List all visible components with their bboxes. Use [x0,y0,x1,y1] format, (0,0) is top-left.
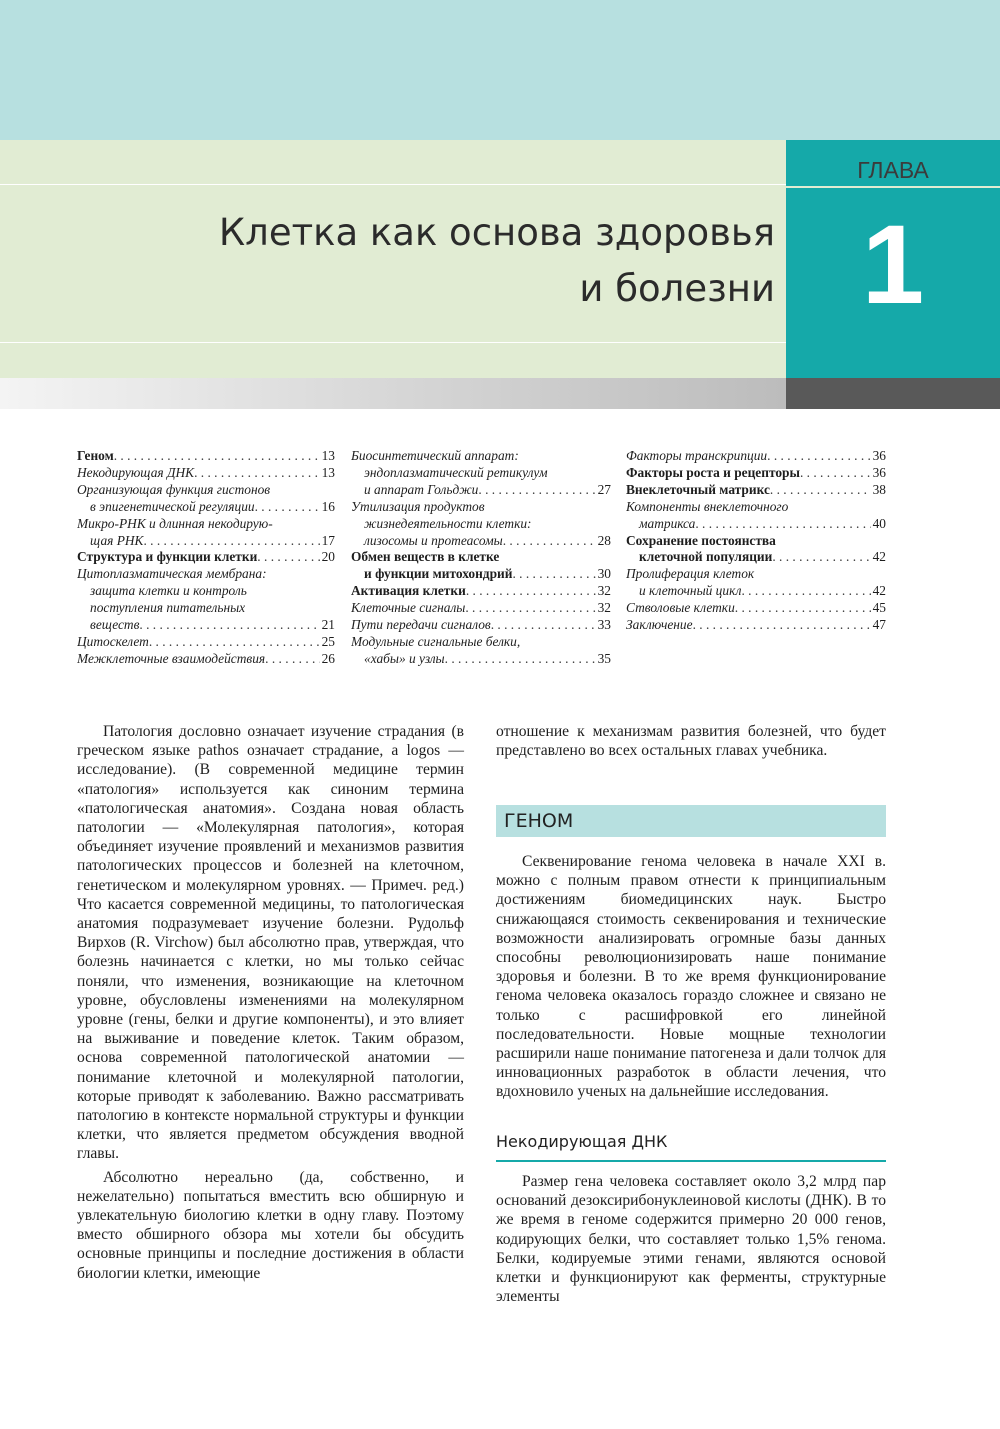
toc-dot-leader [149,634,320,651]
toc-entry-text: в эпигенетической регуляции [90,498,255,514]
toc-page-number: 16 [321,498,335,514]
toc-dot-leader [695,516,870,533]
toc-page-number: 40 [872,515,886,531]
toc-entry-line [626,566,886,583]
toc-entry[interactable] [77,651,335,668]
toc-entry-line [77,600,335,617]
toc-page-number: 13 [321,448,335,463]
toc-entry-line [351,516,611,533]
toc-entry-text: Компоненты внеклеточного [626,498,789,514]
toc-entry-text: защита клетки и контроль [90,583,247,599]
toc-entry-line [626,516,886,533]
toc-dot-leader [741,583,870,600]
toc-entry[interactable] [351,617,611,634]
toc-entry-line [351,600,611,617]
toc-entry-text: Пути передачи сигналов [351,617,491,633]
toc-entry-line [626,583,886,600]
toc-entry-text: Сохранение постоянства [626,532,776,548]
toc-page-number: 33 [597,617,611,633]
toc-entry[interactable] [77,448,335,465]
toc-dot-leader [114,448,320,465]
toc-entry-line [626,617,886,634]
toc-entry-text: жизнедеятельности клетки: [364,515,532,531]
toc-dot-leader [445,651,596,668]
toc-entry-text: Биосинтетический аппарат: [351,448,519,463]
toc-entry-text: Клеточные сигналы [351,600,466,616]
toc-entry-text: щая РНК [90,532,144,548]
toc-entry-line [77,651,335,668]
body-right-column-genome [496,852,886,1102]
toc-entry[interactable] [626,617,886,634]
chapter-title-line: Клетка как основа здоровья [218,211,775,254]
toc-entry[interactable] [77,549,335,566]
body-left-column [77,722,464,1283]
toc-entry-text: Организующая функция гистонов [77,481,271,497]
toc-entry-line [77,482,335,499]
toc-page-number: 17 [321,532,335,548]
body-paragraph: отношение к механизмам развития болезней, что будет представлено во всех остальных главах учебника. [496,723,886,760]
toc-dot-leader [257,549,319,566]
toc-dot-leader [512,566,595,583]
toc-page-number: 13 [321,464,335,480]
toc-entry[interactable] [77,465,335,482]
toc-entry[interactable] [351,549,611,583]
toc-entry-text: матрикса [639,515,696,531]
section-heading-genome [496,805,886,837]
toc-page-number: 27 [597,481,611,497]
toc-entry-text: Факторы транскрипции [626,448,768,463]
toc-entry[interactable] [77,516,335,550]
toc-entry-text: лизосомы и протеасомы [364,532,503,548]
body-right-column-top [496,722,886,760]
toc-dot-leader [143,533,319,550]
toc-entry-line [77,465,335,482]
toc-entry-text: Некодирующая ДНК [77,464,195,480]
toc-entry-text: Цитоплазматическая мембрана: [77,566,267,582]
title-band-rule [0,184,786,185]
toc-page-number: 25 [321,633,335,649]
toc-entry-text: эндоплазматический ретикулум [364,464,548,480]
toc-page-number: 42 [872,549,886,565]
header-top-band [0,0,1000,140]
toc-entry[interactable] [77,566,335,634]
toc-entry-line [351,499,611,516]
body-paragraph: Секвенирование генома человека в начале XXI в. можно с полным правом отнести к принципиальным достижениям биомедицинских наук. Быстро снижающаяся стоимость секвенирования и технические возможности анализировать огромные базы данных способны революционизировать наше понимание здоровья и болезни. В то же время функционирование генома человека оказалось гораздо сложнее и связано не только с расшифровкой его линейной последовательности. Новые мощные технологии расширили наше понимание патогенеза и дали толчок для инновационных разработок в области лечения, что вдохновило ученых на дальнейшие исследования. [496,853,886,1101]
toc-entry-line [626,600,886,617]
toc-page-number: 30 [597,566,611,582]
toc-entry-line [626,448,886,465]
toc-page-number: 21 [321,617,335,633]
toc-entry-line [351,566,611,583]
toc-column-2 [351,448,611,668]
toc-page-number: 45 [872,600,886,616]
toc-entry-text: Модульные сигнальные белки, [351,633,521,649]
header-gray-band [0,378,786,409]
toc-dot-leader [194,465,320,482]
subsection-rule [496,1160,886,1162]
toc-entry[interactable] [351,448,611,499]
toc-entry[interactable] [626,465,886,482]
toc-entry-line [77,566,335,583]
toc-dot-leader [693,617,871,634]
toc-dot-leader [735,600,871,617]
chapter-title [60,205,775,317]
toc-entry-text: Заключение [626,617,693,633]
body-right-column-noncoding [496,1172,886,1306]
toc-entry[interactable] [626,566,886,600]
toc-entry-line [77,499,335,516]
title-band-rule [0,342,786,343]
toc-entry-text: Микро-РНК и длинная некодирую- [77,515,273,531]
body-paragraph: Абсолютно нереально (да, собственно, и нежелательно) попытаться вместить всю обширную и увлекательную биологию клетки в одну главу. Поэтому вместо обширного обзора мы хотели бы обсудить основные принципы и последние достижения в области биологии клетки, имеющие [77,1168,464,1282]
toc-entry[interactable] [351,499,611,550]
toc-dot-leader [139,617,319,634]
toc-entry-line [351,448,611,465]
toc-entry-text: и клеточный цикл [639,583,742,599]
toc-page-number: 36 [872,448,886,463]
toc-entry[interactable] [351,634,611,668]
chapter-title-line: и болезни [579,267,775,310]
section-heading-text: ГЕНОМ [504,810,574,832]
toc-entry-text: клеточной популяции [639,549,773,565]
toc-page-number: 32 [597,600,611,616]
toc-entry[interactable] [626,533,886,567]
toc-entry[interactable] [351,583,611,600]
header-dark-band [786,378,1000,409]
toc-entry-line [626,465,886,482]
toc-entry-line [351,533,611,550]
toc-entry-line [351,549,611,566]
toc-page-number: 32 [597,583,611,599]
toc-entry-line [77,448,335,465]
chapter-label-divider [786,186,1000,188]
toc-entry-text: Структура и функции клетки [77,549,258,565]
toc-page-number: 35 [597,650,611,666]
toc-entry-line [77,617,335,634]
toc-entry-line [351,634,611,651]
toc-page-number: 42 [872,583,886,599]
chapter-label: ГЛАВА [857,157,929,183]
subsection-heading-noncoding-dna: Некодирующая ДНК [496,1132,668,1151]
toc-entry[interactable] [626,448,886,465]
toc-dot-leader [772,549,870,566]
toc-entry[interactable] [77,482,335,516]
toc-dot-leader [491,617,596,634]
toc-entry-text: «хабы» и узлы [364,650,445,666]
toc-dot-leader [767,448,870,465]
body-paragraph: Патология дословно означает изучение страдания (в греческом языке pathos означает страдание, а logos — исследование). (В современной медицине термин «патология» используется как синоним термина «патологическая анатомия». Создана новая область патологии — «Молекулярная патология», которая объединяет изучение проявлений и механизмов развития патологических процессов и болезней на клеточном, генетическом и молекулярном уровнях. — Примеч. ред.) Что касается современной медицины, то патологическая анатомия подразумевает изучение болезни. Рудольф Вирхов (R. Virchow) был абсолютно прав, утверждая, что болезнь начинается с клетки, но мы только сейчас поняли, что изменения, возникающие на клеточном уровне, обусловлены изменениями на молекулярном уровне (гены, белки и другие компоненты), и это влияет на выживание и поведение клеток. Таким образом, основа современной патологической анатомии — понимание клеточной и молекулярной патологии, которые приводят к заболеванию. Важно рассматривать патологию в контексте нормальной структуры и функции клетки, что является предметом обсуждения вводной главы. [77,723,464,1163]
toc-dot-leader [478,482,595,499]
toc-entry-text: Цитоскелет [77,633,149,649]
toc-entry[interactable] [626,499,886,533]
toc-entry[interactable] [626,600,886,617]
toc-page-number: 28 [597,532,611,548]
toc-column-3 [626,448,886,634]
toc-entry-line [626,549,886,566]
toc-entry-text: Геном [77,448,114,463]
toc-entry-line [626,533,886,550]
toc-entry-text: и функции митохондрий [364,566,513,582]
toc-page-number: 20 [321,549,335,565]
chapter-box [786,140,1000,378]
toc-entry[interactable] [351,600,611,617]
toc-dot-leader [466,583,596,600]
toc-entry-line [77,583,335,600]
toc-column-1 [77,448,335,668]
toc-dot-leader [265,651,319,668]
toc-page-number: 47 [872,617,886,633]
toc-entry-line [351,651,611,668]
toc-entry-text: Обмен веществ в клетке [351,549,500,565]
toc-entry-text: Активация клетки [351,583,466,599]
toc-entry-text: и аппарат Гольджи [364,481,479,497]
toc-entry-line [351,465,611,482]
toc-dot-leader [503,533,596,550]
toc-entry-line [626,482,886,499]
toc-entry[interactable] [77,634,335,651]
toc-entry-text: Утилизация продуктов [351,498,485,514]
toc-dot-leader [465,600,595,617]
toc-page-number: 38 [872,481,886,497]
toc-dot-leader [770,482,871,499]
toc-dot-leader [255,499,320,516]
toc-entry-text: поступления питательных [90,600,246,616]
toc-entry-text: Пролиферация клеток [626,566,755,582]
toc-entry-line [77,549,335,566]
toc-dot-leader [800,465,871,482]
toc-entry-line [77,516,335,533]
toc-entry-text: Факторы роста и рецепторы [626,464,800,480]
toc-entry-line [351,617,611,634]
toc-entry-line [77,634,335,651]
toc-entry-text: Внеклеточный матрикс [626,481,770,497]
toc-entry-line [351,583,611,600]
toc-entry[interactable] [626,482,886,499]
toc-page-number: 26 [321,650,335,666]
body-paragraph: Размер гена человека составляет около 3,2 млрд пар оснований дезоксирибонуклеиновой кислоты (ДНК). В то же время в геноме содержится примерно 20 000 генов, кодирующих белки, что составляет только 1,5% генома. Белки, кодируемые этими генами, являются основой клетки и функционируют как ферменты, структурные элементы [496,1173,886,1306]
toc-entry-text: Межклеточные взаимодействия [77,650,266,666]
toc-page-number: 36 [872,464,886,480]
chapter-number: 1 [861,202,925,327]
toc-entry-line [77,533,335,550]
toc-entry-line [626,499,886,516]
toc-entry-text: веществ [90,617,140,633]
toc-entry-line [351,482,611,499]
toc-entry-text: Стволовые клетки [626,600,735,616]
